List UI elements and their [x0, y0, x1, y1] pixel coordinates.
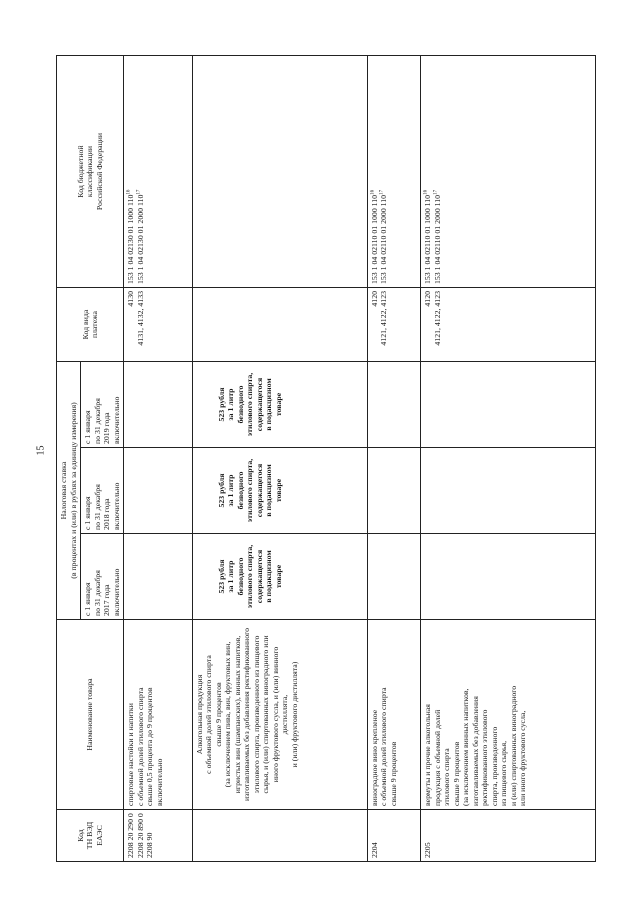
cell-rate-2019: 523 рубля за 1 литр безводного этилового спирта, содержащегося в подакцизном товаре — [192, 362, 367, 448]
cell-payment: 4130 4131, 4132, 4133 — [124, 288, 193, 362]
table-row — [367, 56, 421, 862]
cell-rate-2019 — [367, 362, 421, 448]
cell-payment — [192, 288, 367, 362]
header-period-2019: с 1 января по 31 декабря 2019 года включительно — [81, 362, 124, 448]
header-code: Код ТН ВЭД ЕАЭС — [57, 810, 124, 862]
cell-rate-2017 — [421, 534, 596, 620]
cell-kbk: 153 1 04 02110 01 1000 $110^{16}$ 153 1 04 02110 01 2000 $110^{17}$ — [421, 56, 596, 288]
table-row — [192, 56, 367, 862]
cell-name: вермуты и прочие алкогольная продукция с объемной долей этилового спирта свыше 9 процентов (за исключением винных напитков, изготавливаемых без добавления ректификованного этилового спирта, произведенного из пищевого сырья, и (или) спиртованных виноградного или иного фруктового сусла, — [421, 620, 596, 810]
cell-rate-2018 — [124, 448, 193, 534]
cell-rate-2017 — [124, 534, 193, 620]
cell-rate-2018: 523 рубля за 1 литр безводного этилового спирта, содержащегося в подакцизном товаре — [192, 448, 367, 534]
cell-name: виноградное вино крепленое с объемной долей этилового спирта свыше 9 процентов — [367, 620, 421, 810]
header-name: Наименование товара — [57, 620, 124, 810]
cell-rate-2018 — [367, 448, 421, 534]
cell-rate-2019 — [421, 362, 596, 448]
header-kbk: Код бюджетной классификации Российской Федерации — [57, 56, 124, 288]
cell-name: спиртовые настойки и напитки с объемной долей этилового спирта свыше 0,5 процента до 9 процентов включительно — [124, 620, 193, 810]
excise-rates-table — [56, 55, 596, 862]
header-period-2017: с 1 января по 31 декабря 2017 года включительно — [81, 534, 124, 620]
cell-kbk: 153 1 04 02110 01 1000 $110^{16}$ 153 1 04 02110 01 2000 $110^{17}$ — [367, 56, 421, 288]
cell-name: Алкогольная продукция с объемной долей этилового спирта свыше 9 процентов (за исключением пива, вин, фруктовых вин, игристых вин (шампанских), винных напитков, изготавливаемых без добавления ректификованного этилового спирта, произведенного из пищевого сырья, и (или) спиртованных виноградного или иного фруктового сусла, и (или) винного дистиллята, и (или) фруктового дистиллята) — [192, 620, 367, 810]
cell-code: 2208 20 290 0 2208 20 890 0 2208 90 — [124, 810, 193, 862]
cell-payment: 4120 4121, 4122, 4123 — [367, 288, 421, 362]
header-period-2018: с 1 января по 31 декабря 2018 года включительно — [81, 448, 124, 534]
cell-code: 2205 — [421, 810, 596, 862]
cell-rate-2018 — [421, 448, 596, 534]
cell-rate-2019 — [124, 362, 193, 448]
cell-rate-2017: 523 рубля за 1 литр безводного этилового спирта, содержащегося в подакцизном товаре — [192, 534, 367, 620]
cell-kbk — [192, 56, 367, 288]
cell-rate-2017 — [367, 534, 421, 620]
header-payment-code: Код вида платежа — [57, 288, 124, 362]
cell-payment: 4120 4121, 4122, 4123 — [421, 288, 596, 362]
page-number: 15 — [35, 445, 47, 456]
table-row — [124, 56, 193, 862]
table-row — [421, 56, 596, 862]
cell-code — [192, 810, 367, 862]
rotated-table-container — [56, 56, 596, 862]
cell-kbk: 153 1 04 02130 01 1000 $110^{16}$ 153 1 04 02130 01 2000 $110^{17}$ — [124, 56, 193, 288]
header-rate-group: Налоговая ставка (в процентах и (или) в рублях за единицу измерения) — [57, 362, 81, 620]
cell-code: 2204 — [367, 810, 421, 862]
